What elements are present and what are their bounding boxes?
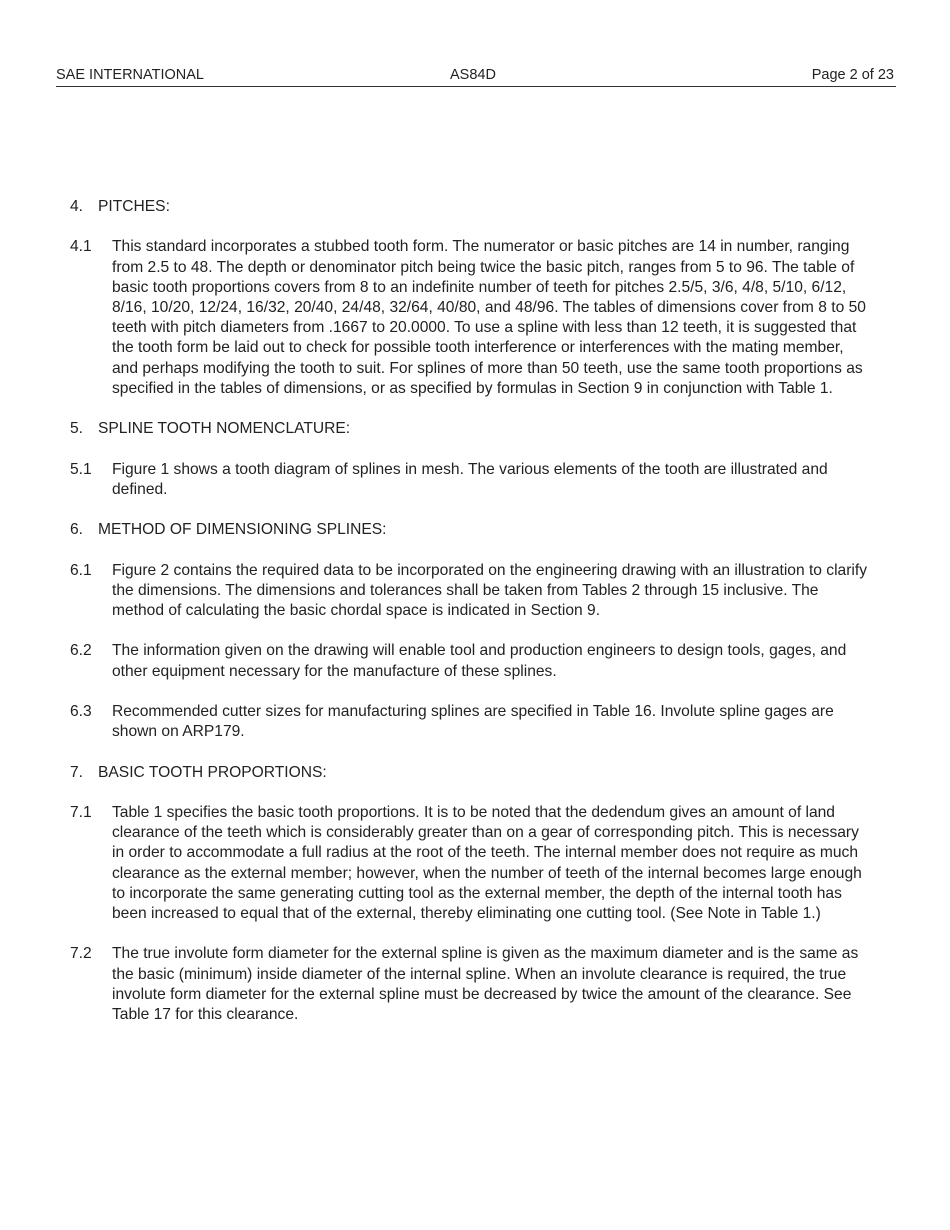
paragraph-number: 6.1 [70,561,92,579]
paragraph-6-1 [70,561,870,622]
paragraph-6-2 [70,641,870,681]
section-title: SPLINE TOOTH NOMENCLATURE: [98,420,351,438]
paragraph-number: 6.3 [70,702,92,720]
document-body [70,197,870,1045]
paragraph-7-1 [70,803,870,924]
section-number: 5. [70,420,84,438]
paragraph-number: 4.1 [70,238,92,256]
section-number: 6. [70,521,84,539]
paragraph-7-2 [70,944,870,1025]
section-title: METHOD OF DIMENSIONING SPLINES: [98,521,387,539]
paragraph-number: 7.1 [70,803,92,821]
paragraph-text: Figure 2 contains the required data to be incorporated on the engineering drawing with an illustration to clarify the dimensions. The dimensions and tolerances shall be taken from Tables 2 through 15 inclusive. The method of calculating the basic chordal space is indicated in Section 9. [112,561,868,619]
section-title: PITCHES: [98,198,170,215]
section-heading-5 [70,419,870,439]
section-number: 4. [70,198,84,215]
paragraph-4-1 [70,237,870,399]
section-number: 7. [70,763,84,781]
section-heading-7 [70,763,870,783]
header-organization: SAE INTERNATIONAL [56,67,204,83]
section-heading-4 [70,197,870,217]
header-page-number: Page 2 of 23 [811,67,894,83]
section-title: BASIC TOOTH PROPORTIONS: [98,763,327,781]
paragraph-6-3 [70,702,870,742]
paragraph-text: Recommended cutter sizes for manufacturing splines are specified in Table 16. Involute spline gages are shown on ARP179. [112,702,834,741]
paragraph-5-1 [70,460,870,500]
paragraph-text: The true involute form diameter for the external spline is given as the maximum diameter and is the same as the basic (minimum) inside diameter of the internal spline. When an involute clearance is required, the true involute form diameter for the external spline must be decreased by twice the amount of the clearance. See Table 17 for this clearance. [112,945,859,1023]
paragraph-number: 6.2 [70,642,92,660]
paragraph-text: The information given on the drawing will enable tool and production engineers to design tools, gages, and other equipment necessary for the manufacture of these splines. [112,642,847,680]
paragraph-text: Table 1 specifies the basic tooth proportions. It is to be noted that the dedendum gives an amount of land clearance of the teeth which is considerably greater than on a gear of corresponding pitch. This is necessary in order to accommodate a full radius at the root of the teeth. The internal member does not require as much clearance as the external member; however, when the number of teeth of the internal becomes large enough to incorporate the same generating cutting tool as the external member, the depth of the internal tooth has been increased to equal that of the external, thereby eliminating one cutting tool. (See Note in Table 1.) [112,803,862,922]
section-heading-6 [70,520,870,540]
paragraph-text: This standard incorporates a stubbed tooth form. The numerator or basic pitches are 14 in number, ranging from 2.5 to 48. The depth or denominator pitch being twice the basic pitch, ranges from 5 to 96. The table of basic tooth proportions covers from 8 to an indefinite number of teeth for pitches 2.5/5, 3/6, 4/8, 5/10, 6/12, 8/16, 10/20, 12/24, 16/32, 20/40, 24/48, 32/64, 40/80, and 48/96. The tables of dimensions cover from 8 to 50 teeth with pitch diameters from .1667 to 20.0000. To use a spline with less than 12 teeth, it is suggested that the tooth form be laid out to check for possible tooth interference or interferences with the mating member, and perhaps modifying the tooth to suit. For splines of more than 50 teeth, use the same tooth proportions as specified in the tables of dimensions, or as specified by formulas in Section 9 in conjunction with Table 1. [112,238,866,397]
paragraph-number: 5.1 [70,460,92,478]
header-document-id: AS84D [450,67,496,83]
page-header [56,66,896,87]
paragraph-number: 7.2 [70,945,92,963]
paragraph-text: Figure 1 shows a tooth diagram of splines in mesh. The various elements of the tooth are illustrated and defined. [112,460,828,498]
